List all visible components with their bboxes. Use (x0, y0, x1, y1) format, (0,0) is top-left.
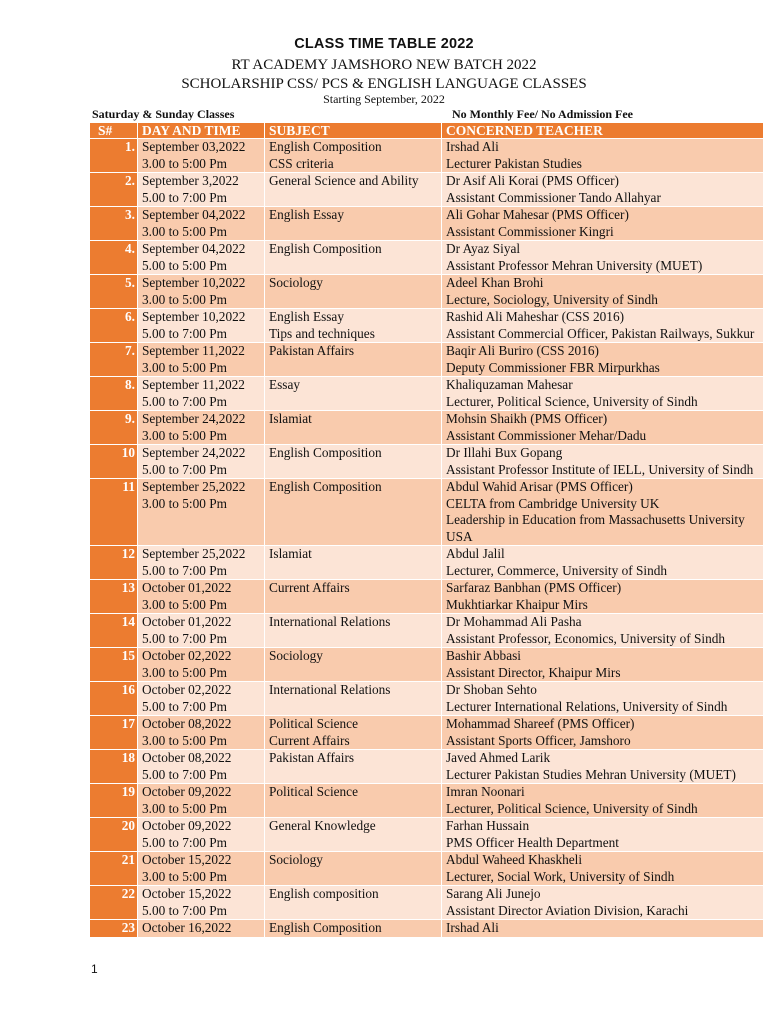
day-time-cell (138, 784, 265, 818)
class-date: October 08,2022 (142, 750, 232, 765)
serial-number: 8. (90, 377, 138, 411)
subject-name: Islamiat (269, 411, 312, 426)
serial-number: 2. (90, 173, 138, 207)
starting-date: Starting September, 2022 (323, 92, 445, 106)
class-date: September 25,2022 (142, 546, 246, 561)
class-time: 3.00 to 5:00 Pm (142, 596, 227, 612)
class-time: 3.00 to 5:00 Pm (142, 664, 227, 680)
teacher-name: Dr Asif Ali Korai (PMS Officer) (446, 173, 619, 188)
class-time: 3.00 to 5:00 Pm (142, 800, 227, 816)
teacher-designation: Assistant Commissioner Mehar/Dadu (446, 427, 647, 443)
subject-name: English Composition (269, 920, 382, 935)
teacher-designation: Assistant Professor, Economics, University of Sindh (446, 630, 726, 646)
subject-name: English Composition (269, 241, 382, 256)
teacher-name: Adeel Khan Brohi (446, 275, 544, 290)
teacher-cell (442, 411, 764, 445)
teacher-designation: Lecturer Pakistan Studies (446, 155, 582, 171)
subject-name: English Composition (269, 479, 382, 494)
serial-number: 3. (90, 207, 138, 241)
teacher-cell (442, 886, 764, 920)
subject-cell (265, 445, 442, 479)
teacher-cell (442, 614, 764, 648)
teacher-designation: Lecturer, Social Work, University of Sindh (446, 868, 675, 884)
serial-number: 6. (90, 309, 138, 343)
subject-cell (265, 241, 442, 275)
timetable-body (90, 139, 764, 938)
subject-cell (265, 716, 442, 750)
teacher-cell (442, 309, 764, 343)
class-date: September 11,2022 (142, 343, 245, 358)
subject-cell (265, 139, 442, 173)
class-time: 5.00 to 7:00 Pm (142, 325, 227, 341)
teacher-designation: Assistant Sports Officer, Jamshoro (446, 732, 631, 748)
teacher-name: Baqir Ali Buriro (CSS 2016) (446, 343, 599, 358)
day-time-cell (138, 546, 265, 580)
class-date: October 15,2022 (142, 852, 232, 867)
serial-number: 16 (90, 682, 138, 716)
table-row (90, 241, 764, 275)
day-time-cell (138, 716, 265, 750)
subject-cell (265, 750, 442, 784)
table-row (90, 309, 764, 343)
teacher-designation: Assistant Commissioner Kingri (446, 223, 614, 239)
subject-cell (265, 920, 442, 938)
teacher-designation: CELTA from Cambridge University UK (446, 495, 660, 511)
class-date: October 16,2022 (142, 920, 232, 935)
teacher-name: Mohsin Shaikh (PMS Officer) (446, 411, 608, 426)
subject-cell (265, 784, 442, 818)
day-time-cell (138, 241, 265, 275)
teacher-designation: Lecture, Sociology, University of Sindh (446, 291, 658, 307)
subject-name: Political Science (269, 784, 358, 799)
teacher-name: Sarang Ali Junejo (446, 886, 541, 901)
day-time-cell (138, 343, 265, 377)
teacher-cell (442, 241, 764, 275)
teacher-designation: Lecturer, Political Science, University of Sindh (446, 800, 698, 816)
day-time-cell (138, 275, 265, 309)
class-time: 3.00 to 5:00 Pm (142, 359, 227, 375)
subject-cell (265, 207, 442, 241)
serial-number: 9. (90, 411, 138, 445)
teacher-cell (442, 852, 764, 886)
teacher-name: Irshad Ali (446, 139, 499, 154)
day-time-cell (138, 818, 265, 852)
teacher-cell (442, 682, 764, 716)
teacher-cell (442, 207, 764, 241)
table-row (90, 445, 764, 479)
teacher-name: Khaliquzaman Mahesar (446, 377, 573, 392)
subject-detail: Current Affairs (269, 732, 350, 748)
subject-cell (265, 309, 442, 343)
fee-note: No Monthly Fee/ No Admission Fee (452, 107, 633, 121)
subject-cell (265, 173, 442, 207)
teacher-qualification: Leadership in Education from Massachusetts University USA (446, 512, 745, 544)
serial-number: 20 (90, 818, 138, 852)
serial-number: 18 (90, 750, 138, 784)
table-row (90, 207, 764, 241)
subject-name: English Composition (269, 139, 382, 154)
teacher-cell (442, 648, 764, 682)
table-row (90, 343, 764, 377)
teacher-cell (442, 377, 764, 411)
teacher-name: Ali Gohar Mahesar (PMS Officer) (446, 207, 629, 222)
teacher-cell (442, 920, 764, 938)
program-line: SCHOLARSHIP CSS/ PCS & ENGLISH LANGUAGE CLASSES (181, 76, 587, 92)
teacher-name: Imran Noonari (446, 784, 525, 799)
serial-number: 15 (90, 648, 138, 682)
class-time: 3.00 to 5:00 Pm (142, 495, 227, 511)
page-number: 1 (91, 962, 98, 976)
serial-number: 13 (90, 580, 138, 614)
class-time: 5.00 to 7:00 Pm (142, 189, 227, 205)
subject-name: Pakistan Affairs (269, 750, 355, 765)
day-time-cell (138, 377, 265, 411)
subject-name: Sociology (269, 852, 323, 867)
day-time-cell (138, 750, 265, 784)
subject-name: Current Affairs (269, 580, 350, 595)
serial-number: 7. (90, 343, 138, 377)
day-time-cell (138, 207, 265, 241)
teacher-name: Rashid Ali Maheshar (CSS 2016) (446, 309, 625, 324)
subject-cell (265, 886, 442, 920)
class-date: September 24,2022 (142, 411, 246, 426)
class-date: September 04,2022 (142, 241, 246, 256)
day-time-cell (138, 479, 265, 546)
serial-number: 11 (90, 479, 138, 546)
class-days-note: Saturday & Sunday Classes (92, 107, 235, 121)
subject-cell (265, 648, 442, 682)
table-row (90, 580, 764, 614)
table-row (90, 377, 764, 411)
class-date: September 10,2022 (142, 309, 246, 324)
subject-cell (265, 343, 442, 377)
teacher-cell (442, 139, 764, 173)
teacher-name: Dr Shoban Sehto (446, 682, 537, 697)
table-row (90, 648, 764, 682)
table-row (90, 614, 764, 648)
teacher-designation: Assistant Director Aviation Division, Karachi (446, 902, 689, 918)
day-time-cell (138, 852, 265, 886)
teacher-designation: PMS Officer Health Department (446, 834, 619, 850)
subject-cell (265, 580, 442, 614)
serial-number: 19 (90, 784, 138, 818)
class-time: 5.00 to 7:00 Pm (142, 630, 227, 646)
teacher-designation: Lecturer, Political Science, University of Sindh (446, 393, 698, 409)
teacher-name: Bashir Abbasi (446, 648, 521, 663)
table-row (90, 139, 764, 173)
class-time: 3.00 to 5:00 Pm (142, 155, 227, 171)
subject-cell (265, 852, 442, 886)
table-row (90, 546, 764, 580)
table-row (90, 173, 764, 207)
subject-name: Sociology (269, 648, 323, 663)
teacher-designation: Assistant Professor Mehran University (MUET) (446, 257, 703, 273)
subject-name: Sociology (269, 275, 323, 290)
day-time-cell (138, 614, 265, 648)
teacher-designation: Mukhtiarkar Khaipur Mirs (446, 596, 588, 612)
day-time-cell (138, 445, 265, 479)
table-row (90, 682, 764, 716)
subject-name: International Relations (269, 614, 391, 629)
teacher-name: Abdul Wahid Arisar (PMS Officer) (446, 479, 633, 494)
class-date: October 15,2022 (142, 886, 232, 901)
class-time: 5.00 to 5:00 Pm (142, 257, 227, 273)
class-time: 5.00 to 7:00 Pm (142, 393, 227, 409)
teacher-cell (442, 818, 764, 852)
teacher-designation: Deputy Commissioner FBR Mirpurkhas (446, 359, 660, 375)
class-date: October 09,2022 (142, 818, 232, 833)
teacher-name: Farhan Hussain (446, 818, 530, 833)
class-date: September 04,2022 (142, 207, 246, 222)
subject-name: Islamiat (269, 546, 312, 561)
document-title: CLASS TIME TABLE 2022 (294, 36, 474, 52)
subject-name: General Science and Ability (269, 173, 419, 188)
subject-cell (265, 479, 442, 546)
class-time: 3.00 to 5:00 Pm (142, 427, 227, 443)
teacher-designation: Assistant Director, Khaipur Mirs (446, 664, 621, 680)
teacher-cell (442, 343, 764, 377)
table-row (90, 275, 764, 309)
class-time: 3.00 to 5:00 Pm (142, 868, 227, 884)
subject-name: English Composition (269, 445, 382, 460)
serial-number: 4. (90, 241, 138, 275)
teacher-cell (442, 275, 764, 309)
teacher-designation: Assistant Commissioner Tando Allahyar (446, 189, 661, 205)
day-time-cell (138, 139, 265, 173)
serial-number: 1. (90, 139, 138, 173)
serial-number: 14 (90, 614, 138, 648)
timetable (89, 122, 764, 938)
class-time: 5.00 to 7:00 Pm (142, 834, 227, 850)
teacher-designation: Lecturer International Relations, University of Sindh (446, 698, 728, 714)
class-date: September 24,2022 (142, 445, 246, 460)
subject-name: Political Science (269, 716, 358, 731)
day-time-cell (138, 648, 265, 682)
subject-detail: CSS criteria (269, 155, 334, 171)
subject-cell (265, 275, 442, 309)
subject-name: Pakistan Affairs (269, 343, 355, 358)
class-date: September 10,2022 (142, 275, 246, 290)
class-date: October 02,2022 (142, 648, 232, 663)
subject-cell (265, 682, 442, 716)
class-time: 5.00 to 7:00 Pm (142, 461, 227, 477)
table-row (90, 886, 764, 920)
subject-name: International Relations (269, 682, 391, 697)
class-time: 3.00 to 5:00 Pm (142, 291, 227, 307)
day-time-cell (138, 411, 265, 445)
day-time-cell (138, 173, 265, 207)
class-date: October 09,2022 (142, 784, 232, 799)
subject-cell (265, 614, 442, 648)
class-date: September 11,2022 (142, 377, 245, 392)
column-header-day-time: DAY AND TIME (138, 123, 265, 139)
subject-cell (265, 546, 442, 580)
class-time: 5.00 to 7:00 Pm (142, 766, 227, 782)
table-row (90, 920, 764, 938)
teacher-cell (442, 479, 764, 546)
serial-number: 10 (90, 445, 138, 479)
class-time: 3.00 to 5:00 Pm (142, 732, 227, 748)
teacher-designation: Assistant Professor Institute of IELL, University of Sindh (446, 461, 754, 477)
day-time-cell (138, 309, 265, 343)
teacher-name: Dr Ayaz Siyal (446, 241, 521, 256)
subject-name: English Essay (269, 207, 344, 222)
class-date: September 03,2022 (142, 139, 246, 154)
subject-name: Essay (269, 377, 301, 392)
serial-number: 22 (90, 886, 138, 920)
class-date: October 01,2022 (142, 580, 232, 595)
teacher-name: Mohammad Shareef (PMS Officer) (446, 716, 635, 731)
class-time: 5.00 to 7:00 Pm (142, 562, 227, 578)
teacher-name: Abdul Waheed Khaskheli (446, 852, 583, 867)
class-date: October 08,2022 (142, 716, 232, 731)
class-date: October 01,2022 (142, 614, 232, 629)
serial-number: 23 (90, 920, 138, 938)
table-row (90, 411, 764, 445)
teacher-name: Javed Ahmed Larik (446, 750, 551, 765)
class-time: 3.00 to 5:00 Pm (142, 223, 227, 239)
table-row (90, 784, 764, 818)
day-time-cell (138, 682, 265, 716)
teacher-cell (442, 784, 764, 818)
serial-number: 5. (90, 275, 138, 309)
teacher-name: Dr Illahi Bux Gopang (446, 445, 563, 460)
teacher-name: Sarfaraz Banbhan (PMS Officer) (446, 580, 622, 595)
teacher-name: Irshad Ali (446, 920, 499, 935)
serial-number: 12 (90, 546, 138, 580)
subject-detail: Tips and techniques (269, 325, 375, 341)
timetable-header-row (90, 123, 764, 139)
teacher-cell (442, 750, 764, 784)
teacher-name: Abdul Jalil (446, 546, 505, 561)
table-row (90, 852, 764, 886)
class-date: October 02,2022 (142, 682, 232, 697)
teacher-name: Dr Mohammad Ali Pasha (446, 614, 582, 629)
subject-name: English Essay (269, 309, 344, 324)
teacher-cell (442, 716, 764, 750)
day-time-cell (138, 580, 265, 614)
teacher-cell (442, 173, 764, 207)
table-row (90, 750, 764, 784)
table-row (90, 716, 764, 750)
column-header-serial: S# (90, 123, 138, 139)
serial-number: 21 (90, 852, 138, 886)
class-date: September 25,2022 (142, 479, 246, 494)
teacher-designation: Lecturer, Commerce, University of Sindh (446, 562, 668, 578)
class-time: 5.00 to 7:00 Pm (142, 902, 227, 918)
subject-cell (265, 377, 442, 411)
teacher-cell (442, 445, 764, 479)
table-row (90, 479, 764, 546)
academy-batch-line: RT ACADEMY JAMSHORO NEW BATCH 2022 (231, 57, 537, 73)
day-time-cell (138, 920, 265, 938)
subject-name: General Knowledge (269, 818, 376, 833)
teacher-cell (442, 546, 764, 580)
subject-name: English composition (269, 886, 379, 901)
teacher-cell (442, 580, 764, 614)
class-time: 5.00 to 7:00 Pm (142, 698, 227, 714)
subject-cell (265, 411, 442, 445)
class-date: September 3,2022 (142, 173, 239, 188)
teacher-designation: Lecturer Pakistan Studies Mehran University (MUET) (446, 766, 736, 782)
column-header-subject: SUBJECT (265, 123, 442, 139)
serial-number: 17 (90, 716, 138, 750)
day-time-cell (138, 886, 265, 920)
table-row (90, 818, 764, 852)
column-header-teacher: CONCERNED TEACHER (442, 123, 764, 139)
subject-cell (265, 818, 442, 852)
teacher-designation: Assistant Commercial Officer, Pakistan Railways, Sukkur (446, 325, 755, 341)
